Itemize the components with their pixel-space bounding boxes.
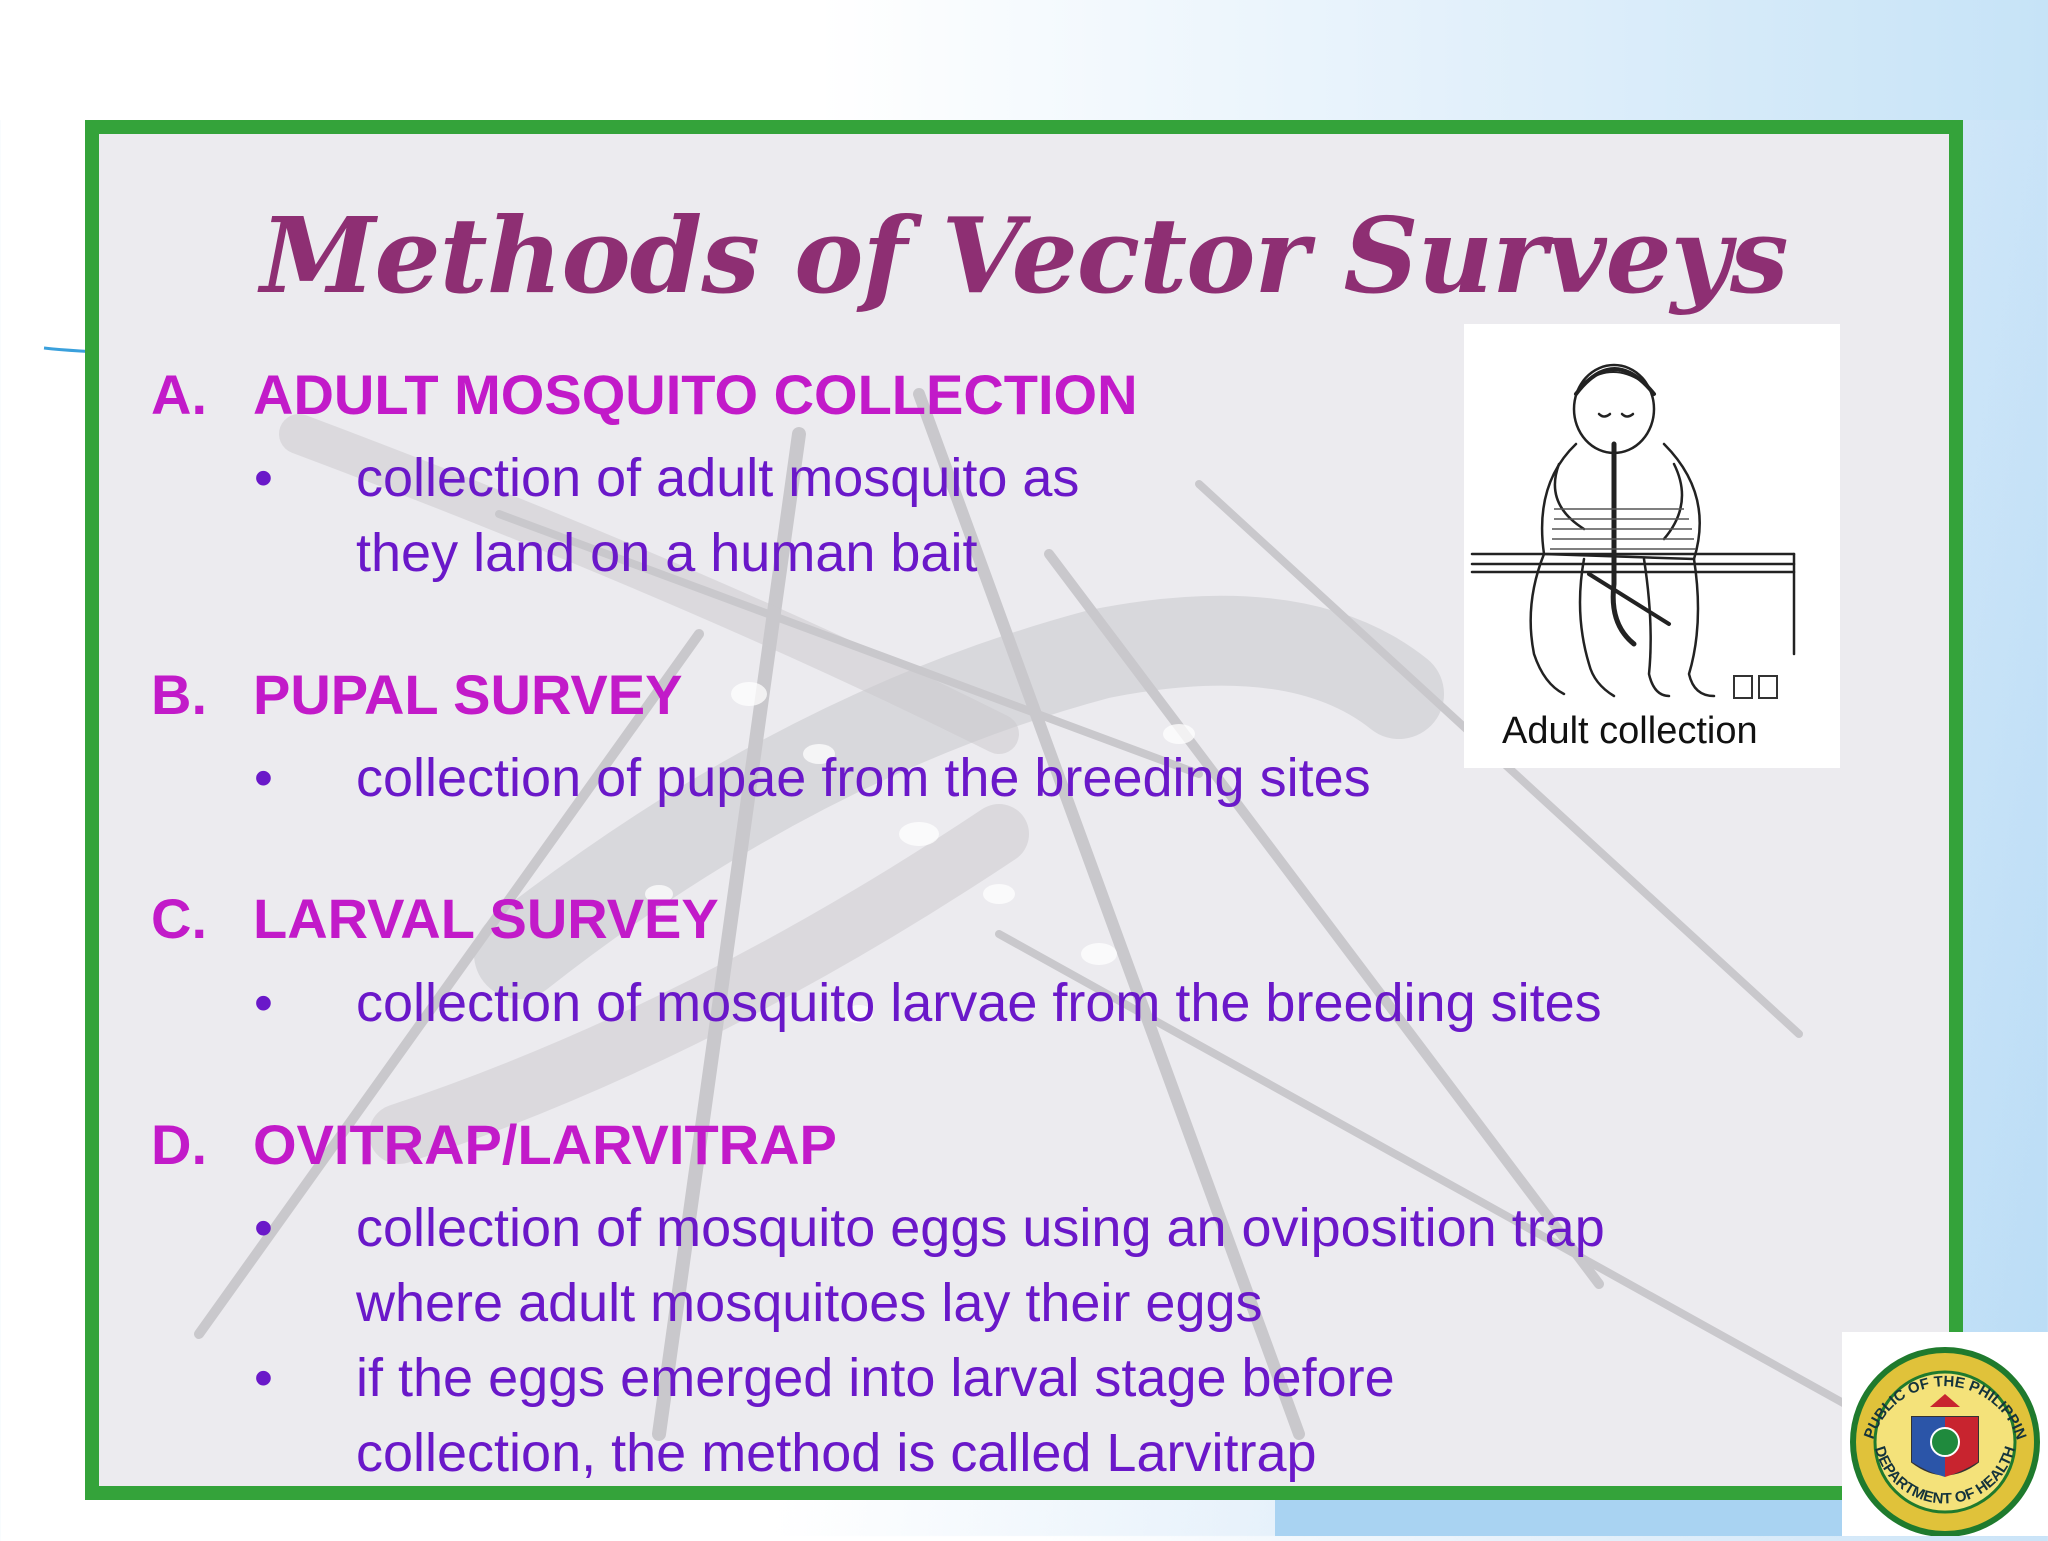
bullet-icon: • bbox=[254, 1198, 273, 1258]
bullet-icon: • bbox=[254, 1348, 273, 1408]
man-aspirator-illustration-icon bbox=[1464, 324, 1840, 704]
section-heading-a bbox=[151, 362, 1138, 427]
bullet-line: they land on a human bait bbox=[356, 523, 978, 583]
section-heading-b bbox=[151, 662, 682, 727]
section-heading-c bbox=[151, 886, 719, 951]
section-title: OVITRAP/LARVITRAP bbox=[253, 1113, 837, 1176]
section-letter: A. bbox=[151, 363, 207, 426]
bullet-icon: • bbox=[254, 973, 273, 1033]
section-heading-d bbox=[151, 1112, 837, 1177]
bullet-line: where adult mosquitoes lay their eggs bbox=[356, 1273, 1263, 1333]
section-title: PUPAL SURVEY bbox=[253, 663, 683, 726]
photo-caption: Adult collection bbox=[1502, 710, 1758, 752]
bullet-line: collection of pupae from the breeding sites bbox=[356, 748, 1371, 808]
doh-seal-icon bbox=[1842, 1332, 2048, 1536]
bullet-line: collection of mosquito larvae from the breeding sites bbox=[356, 973, 1602, 1033]
seal-bottom-text: DEPARTMENT OF HEALTH bbox=[1870, 1444, 2020, 1508]
bullet-icon: • bbox=[254, 748, 273, 808]
section-letter: D. bbox=[151, 1113, 207, 1176]
section-title: LARVAL SURVEY bbox=[253, 887, 719, 950]
section-letter: C. bbox=[151, 887, 207, 950]
bullet-icon: • bbox=[254, 448, 273, 508]
seal-top-text: PUBLIC OF THE PHILIPPIN bbox=[1860, 1373, 2030, 1442]
section-title: ADULT MOSQUITO COLLECTION bbox=[253, 363, 1138, 426]
adult-collection-photo bbox=[1464, 324, 1840, 768]
slide-frame bbox=[85, 120, 1963, 1500]
bullet-line: collection of adult mosquito as bbox=[356, 448, 1080, 508]
bullet-line: collection of mosquito eggs using an oviposition trap bbox=[356, 1198, 1605, 1258]
slide-title: Methods of Vector Surveys bbox=[260, 194, 1788, 317]
section-letter: B. bbox=[151, 663, 207, 726]
bullet-line: collection, the method is called Larvitrap bbox=[356, 1423, 1317, 1483]
bullet-line: if the eggs emerged into larval stage before bbox=[356, 1348, 1395, 1408]
top-gradient-band bbox=[0, 0, 2048, 120]
